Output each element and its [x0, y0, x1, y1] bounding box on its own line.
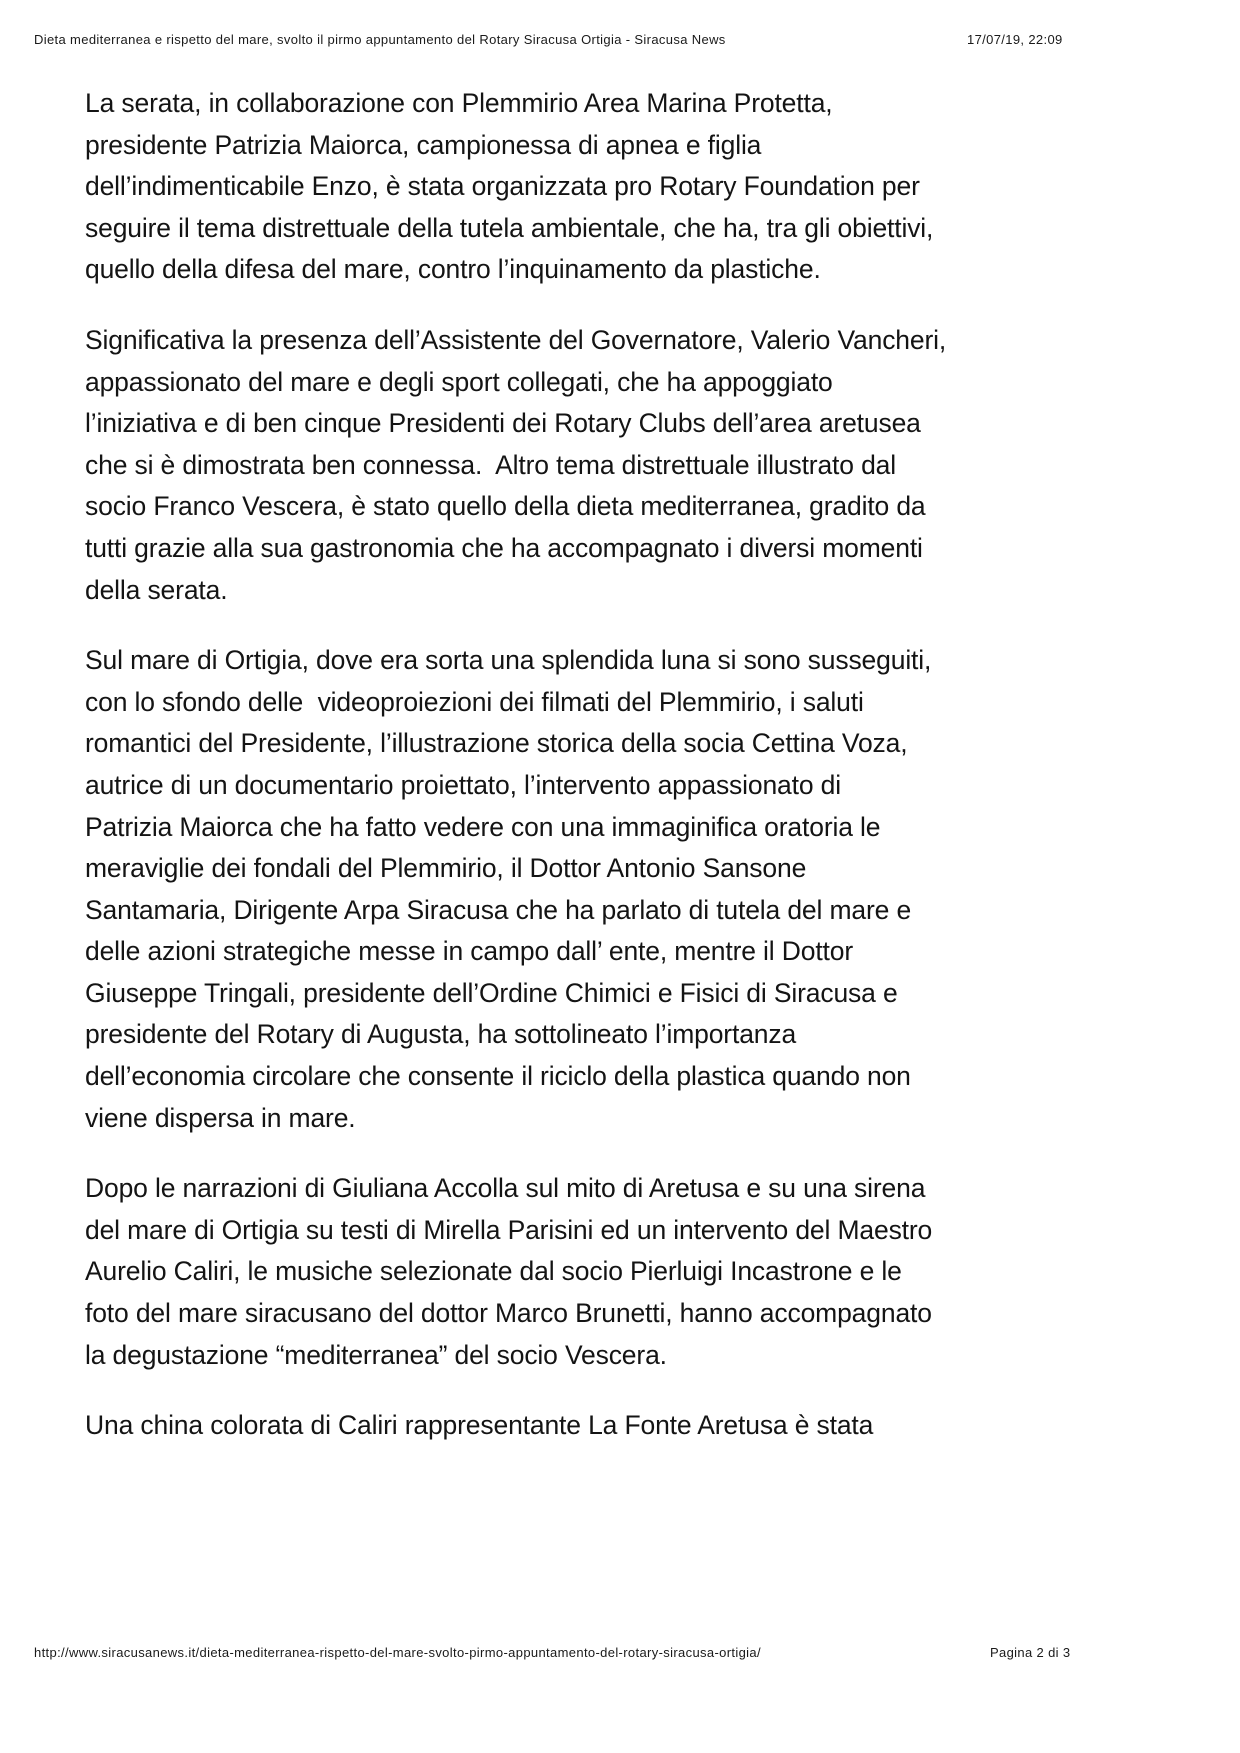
paragraph-3	[85, 640, 1165, 1139]
text-line: Giuseppe Tringali, presidente dell’Ordine Chimici e Fisici di Siracusa e	[85, 977, 898, 1008]
print-footer	[34, 1645, 1075, 1660]
text-line: dell’economia circolare che consente il riciclo della plastica quando non	[85, 1061, 911, 1092]
text-line: Aurelio Caliri, le musiche selezionate dal socio Pierluigi Incastrone e le	[85, 1256, 902, 1287]
text-line: della serata.	[85, 574, 228, 605]
article-body	[85, 83, 1165, 1476]
text-line: autrice di un documentario proiettato, l’intervento appassionato di	[85, 769, 841, 800]
print-datetime: 17/07/19, 22:09	[967, 32, 1063, 47]
text-line: meraviglie dei fondali del Plemmirio, il Dottor Antonio Sansone	[85, 853, 807, 884]
text-line: La serata, in collaborazione con Plemmirio Area Marina Protetta,	[85, 88, 833, 118]
text-line: con lo sfondo delle videoproiezioni dei filmati del Plemmirio, i saluti	[85, 686, 864, 717]
text-line: dell’indimenticabile Enzo, è stata organizzata pro Rotary Foundation per	[85, 171, 920, 202]
text-line: socio Franco Vescera, è stato quello della dieta mediterranea, gradito da	[85, 491, 926, 522]
paragraph-5	[85, 1405, 1165, 1447]
text-line: del mare di Ortigia su testi di Mirella Parisini ed un intervento del Maestro	[85, 1214, 933, 1245]
text-line: Patrizia Maiorca che ha fatto vedere con una immaginifica oratoria le	[85, 811, 881, 842]
text-line: foto del mare siracusano del dottor Marco Brunetti, hanno accompagnato	[85, 1298, 932, 1329]
text-line: delle azioni strategiche messe in campo dall’ ente, mentre il Dottor	[85, 936, 854, 967]
paragraph-1	[85, 83, 1165, 291]
page-url: http://www.siracusanews.it/dieta-mediterranea-rispetto-del-mare-svolto-pirmo-appuntamento-del-rotary-siracusa-ortigia/	[34, 1645, 761, 1660]
page-title: Dieta mediterranea e rispetto del mare, svolto il pirmo appuntamento del Rotary Siracusa Ortigia - Siracusa News	[34, 32, 726, 47]
print-header	[34, 32, 1075, 47]
text-line: presidente Patrizia Maiorca, campionessa di apnea e figlia	[85, 129, 762, 160]
text-line: Santamaria, Dirigente Arpa Siracusa che ha parlato di tutela del mare e	[85, 894, 912, 925]
text-line: Significativa la presenza dell’Assistente del Governatore, Valerio Vancheri,	[85, 324, 947, 355]
text-line: presidente del Rotary di Augusta, ha sottolineato l’importanza	[85, 1019, 797, 1050]
text-line: Dopo le narrazioni di Giuliana Accolla sul mito di Aretusa e su una sirena	[85, 1173, 926, 1204]
page-indicator: Pagina 2 di 3	[990, 1645, 1071, 1660]
text-line: che si è dimostrata ben connessa. Altro tema distrettuale illustrato dal	[85, 449, 896, 480]
paragraph-4	[85, 1168, 1165, 1376]
text-line: l’iniziativa e di ben cinque Presidenti dei Rotary Clubs dell’area aretusea	[85, 408, 921, 439]
text-line: appassionato del mare e degli sport collegati, che ha appoggiato	[85, 366, 833, 397]
text-line: romantici del Presidente, l’illustrazione storica della socia Cettina Voza,	[85, 728, 908, 759]
text-line: tutti grazie alla sua gastronomia che ha accompagnato i diversi momenti	[85, 532, 923, 563]
text-line: la degustazione “mediterranea” del socio Vescera.	[85, 1339, 667, 1370]
paragraph-2	[85, 320, 1165, 611]
text-line: Una china colorata di Caliri rappresentante La Fonte Aretusa è stata	[85, 1410, 874, 1441]
text-line: quello della difesa del mare, contro l’inquinamento da plastiche.	[85, 254, 821, 285]
text-line: seguire il tema distrettuale della tutela ambientale, che ha, tra gli obiettivi,	[85, 212, 934, 243]
text-line: Sul mare di Ortigia, dove era sorta una splendida luna si sono susseguiti,	[85, 645, 932, 676]
text-line: viene dispersa in mare.	[85, 1102, 356, 1133]
